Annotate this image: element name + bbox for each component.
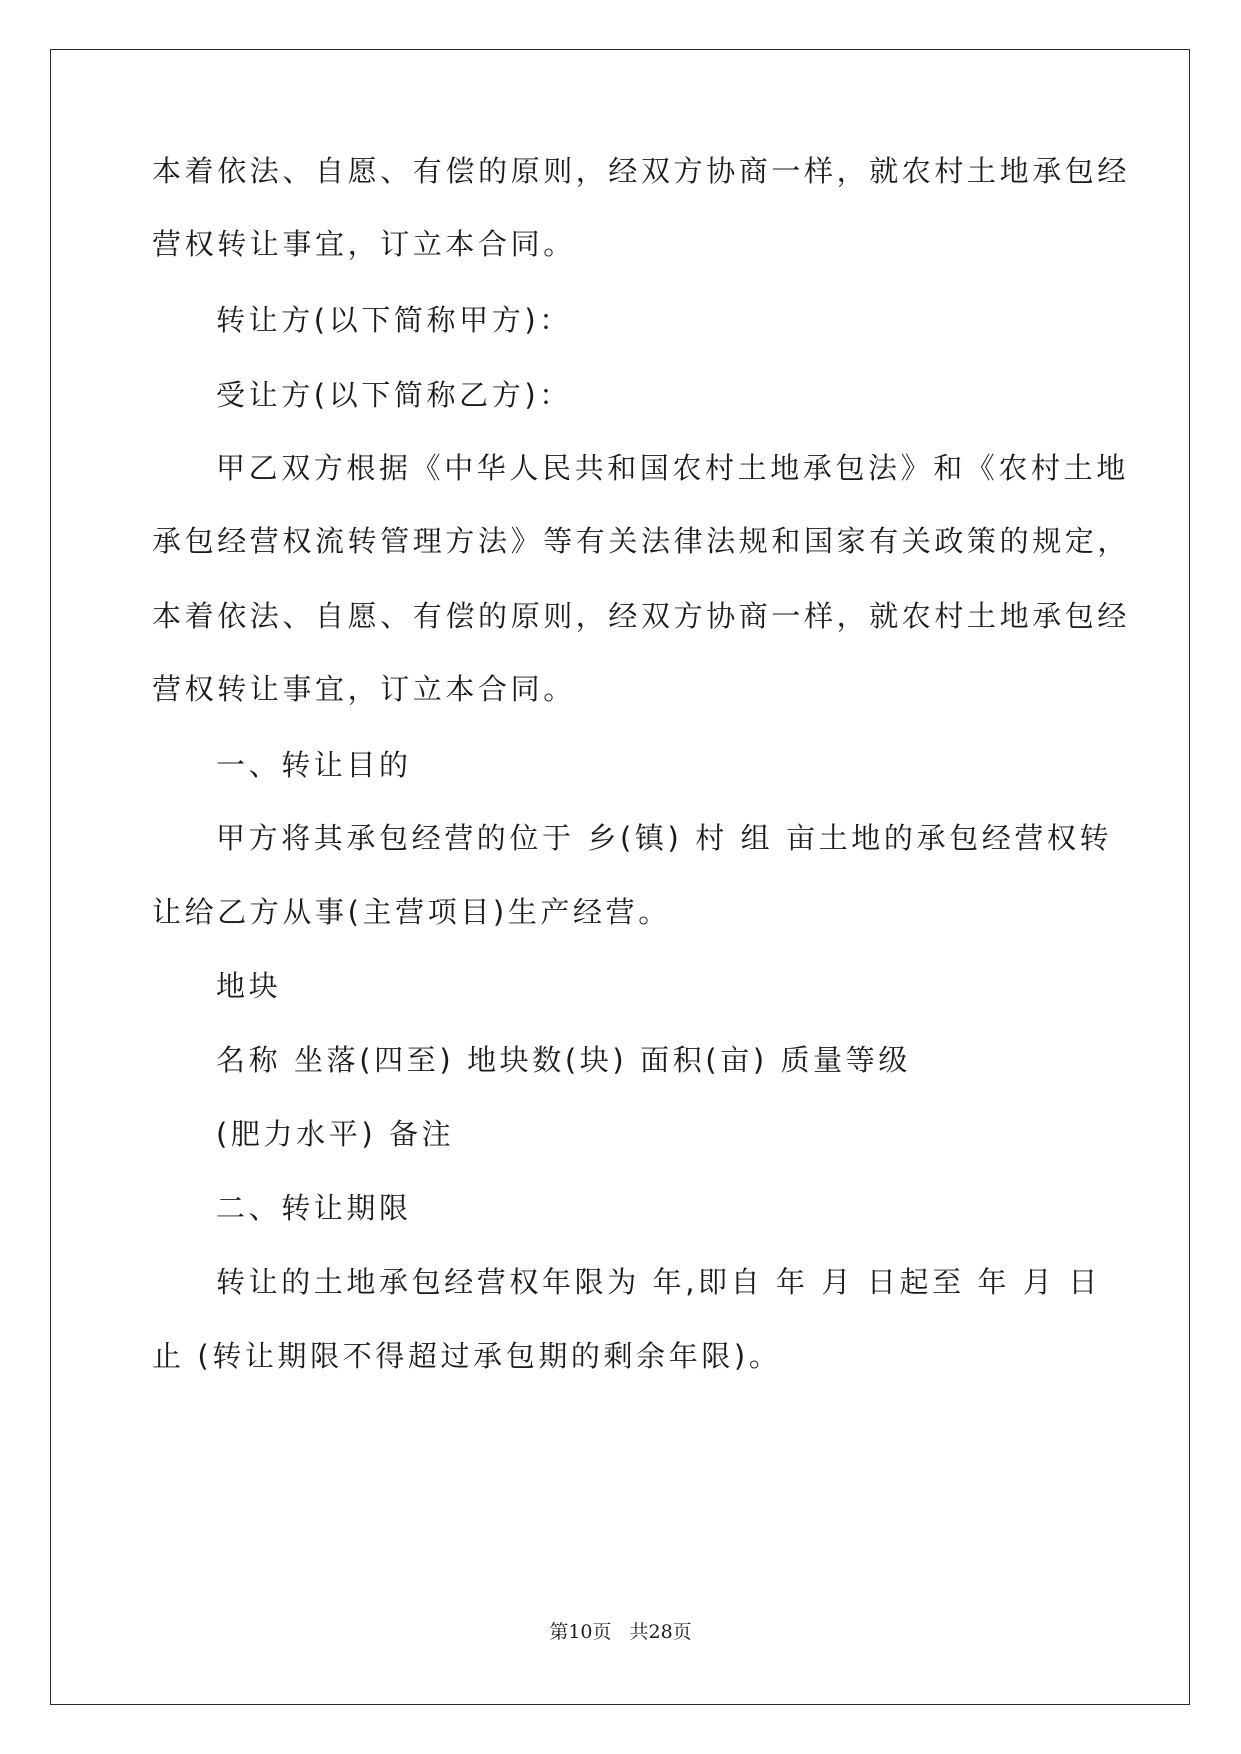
paragraph-line: 营权转让事宜，订立本合同。 [152, 672, 576, 706]
section-heading: 一、转让目的 [216, 748, 412, 782]
paragraph-line: 地块 [216, 969, 282, 1003]
paragraph-line: 受让方(以下简称乙方)： [216, 378, 572, 412]
page-footer [0, 1620, 1241, 1644]
paragraph-line: 本着依法、自愿、有偿的原则，经双方协商一样，就农村土地承包经 [152, 154, 1131, 188]
paragraph-line: 转让的土地承包经营权年限为 年,即自 年 月 日起至 年 月 日 [216, 1265, 1101, 1299]
section-heading: 二、转让期限 [216, 1191, 412, 1225]
paragraph-line: 止 (转让期限不得超过承包期的剩余年限)。 [152, 1339, 782, 1373]
page-number: 第10页 [549, 1621, 612, 1643]
paragraph-line: 承包经营权流转管理方法》等有关法律法规和国家有关政策的规定， [152, 524, 1131, 558]
paragraph-line: 转让方(以下简称甲方)： [216, 303, 572, 337]
paragraph-line: 甲乙双方根据《中华人民共和国农村土地承包法》和《农村土地 [216, 451, 1129, 485]
table-header-line: (肥力水平) 备注 [216, 1117, 455, 1151]
paragraph-line: 本着依法、自愿、有偿的原则，经双方协商一样，就农村土地承包经 [152, 599, 1131, 633]
page-total: 共28页 [629, 1621, 692, 1643]
page-border [50, 49, 1190, 1705]
paragraph-line: 让给乙方从事(主营项目)生产经营。 [152, 895, 671, 929]
paragraph-line: 营权转让事宜，订立本合同。 [152, 227, 576, 261]
table-header-line: 名称 坐落(四至) 地块数(块) 面积(亩) 质量等级 [216, 1043, 911, 1077]
paragraph-line: 甲方将其承包经营的位于 乡(镇) 村 组 亩土地的承包经营权转 [216, 821, 1113, 855]
